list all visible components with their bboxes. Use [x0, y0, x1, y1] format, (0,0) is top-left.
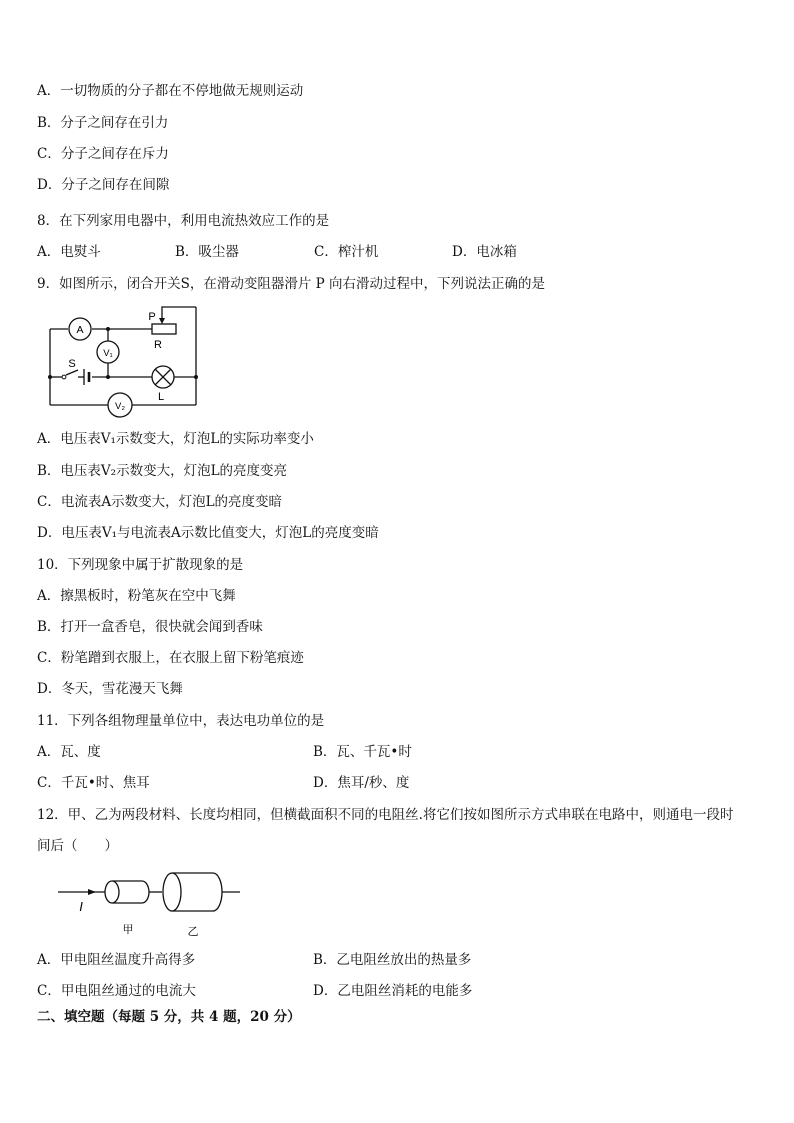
q11-option-a: A．瓦、度: [37, 744, 101, 760]
q9-option-a: A．电压表V₁示数变大，灯泡L的实际功率变小: [37, 431, 314, 447]
q10-option-d: D．冬天，雪花漫天飞舞: [37, 681, 183, 697]
q9-option-b: B．电压表V₂示数变大，灯泡L的亮度变亮: [37, 463, 288, 479]
q7-option-d: D．分子之间存在间隙: [37, 177, 170, 193]
q12-resistor-wires-diagram: [56, 868, 246, 940]
q8-option-a: A．电熨斗: [37, 244, 101, 260]
switch-label: S: [68, 358, 76, 370]
q7-option-c: C．分子之间存在斥力: [37, 146, 169, 162]
q12-option-a: A．甲电阻丝温度升高得多: [37, 952, 196, 968]
q7-option-b: B．分子之间存在引力: [37, 115, 169, 131]
q8-option-b: B．吸尘器: [175, 244, 239, 260]
voltmeter1-label: V₁: [103, 348, 113, 359]
q12-option-d: D．乙电阻丝消耗的电能多: [313, 983, 473, 999]
q10-option-b: B．打开一盒香皂，很快就会闻到香味: [37, 619, 263, 635]
slider-label: P: [148, 311, 156, 323]
resistor-label: R: [154, 339, 162, 351]
q12-stem-line2: 间后（ ）: [37, 838, 118, 854]
voltmeter2-label: V₂: [114, 401, 126, 412]
q9-circuit-diagram: [48, 303, 203, 411]
q9-option-d: D．电压表V₁与电流表A示数比值变大，灯泡L的亮度变暗: [37, 525, 379, 541]
q9-stem: 9．如图所示，闭合开关S，在滑动变阻器滑片 P 向右滑动过程中，下列说法正确的是: [37, 276, 546, 292]
q11-option-c: C．千瓦•时、焦耳: [37, 775, 150, 791]
wire2-label: 乙: [187, 926, 199, 938]
section-heading: 二、填空题（每题 5 分，共 4 题，20 分）: [37, 1009, 301, 1025]
q11-stem: 11．下列各组物理量单位中，表达电功单位的是: [37, 713, 325, 729]
q10-option-c: C．粉笔蹭到衣服上，在衣服上留下粉笔痕迹: [37, 650, 304, 666]
current-label: I: [79, 899, 83, 914]
q12-option-c: C．甲电阻丝通过的电流大: [37, 983, 196, 999]
q11-option-b: B．瓦、千瓦•时: [313, 744, 412, 760]
lamp-label: L: [157, 391, 165, 403]
q7-option-a: A．一切物质的分子都在不停地做无规则运动: [37, 83, 304, 99]
q11-option-d: D．焦耳/秒、度: [313, 775, 410, 791]
q8-stem: 8．在下列家用电器中，利用电流热效应工作的是: [37, 213, 330, 229]
ammeter-label: A: [76, 324, 84, 336]
q8-option-d: D．电冰箱: [452, 244, 517, 260]
q10-option-a: A．擦黑板时，粉笔灰在空中飞舞: [37, 588, 236, 604]
wire1-label: 甲: [122, 924, 134, 936]
q8-option-c: C．榨汁机: [314, 244, 379, 260]
q10-stem: 10．下列现象中属于扩散现象的是: [37, 557, 244, 573]
q9-option-c: C．电流表A示数变大，灯泡L的亮度变暗: [37, 494, 283, 510]
q12-option-b: B．乙电阻丝放出的热量多: [313, 952, 472, 968]
q12-stem-line1: 12．甲、乙为两段材料、长度均相同，但横截面积不同的电阻丝.将它们按如图所示方式串联在电路中，则通电一段时: [37, 807, 734, 823]
